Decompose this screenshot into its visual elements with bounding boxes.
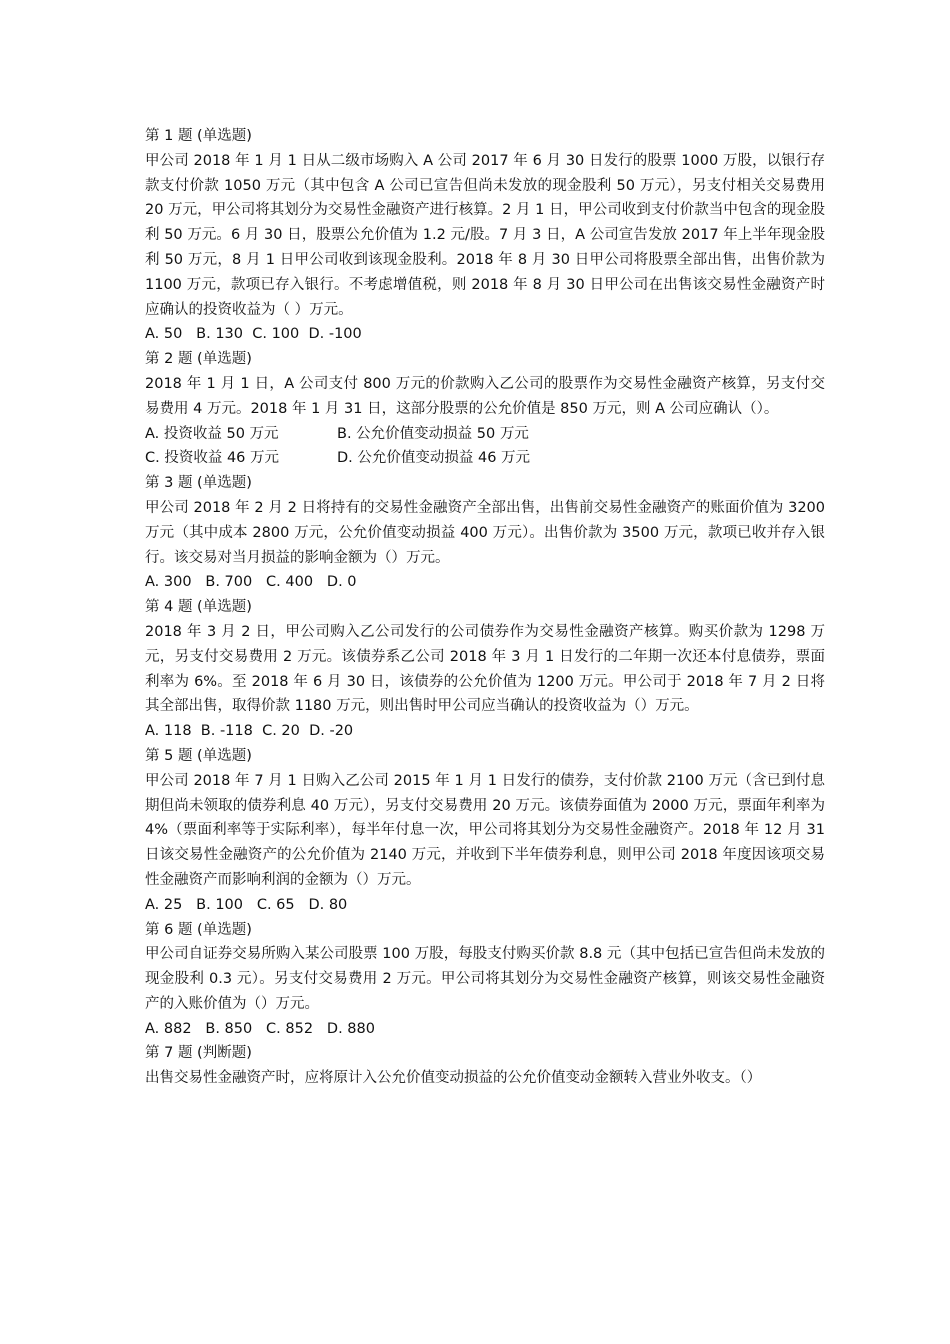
question-7 — [145, 1041, 825, 1091]
question-options — [145, 422, 825, 472]
question-header: 第 3 题 (单选题) — [145, 475, 252, 492]
question-header: 第 5 题 (单选题) — [145, 747, 252, 764]
question-stem: 2018 年 3 月 2 日，甲公司购入乙公司发行的公司债券作为交易性金融资产核算。购买价款为 1298 万元，另支付交易费用 2 万元。该债券系乙公司 2018 年 3 月 1 日发行的二年期一次还本付息债券，票面利率为 6%。至 2018 年 6 月 30 日，该债券的公允价值为 1200 万元。甲公司于 2018 年 7 月 2 日将其全部出售，取得价款 1180 万元，则出售时甲公司应当确认的投资收益为（）万元。 — [145, 623, 825, 715]
option-b: B. 公允价值变动损益 50 万元 — [337, 425, 529, 442]
option-a: A. 投资收益 50 万元 — [145, 425, 279, 442]
question-2 — [145, 347, 825, 471]
question-1 — [145, 124, 825, 347]
question-stem: 甲公司 2018 年 7 月 1 日购入乙公司 2015 年 1 月 1 日发行的债券，支付价款 2100 万元（含已到付息期但尚未领取的债券利息 40 万元），另支付交易费用 20 万元。该债券面值为 2000 万元，票面年利率为 4%（票面利率等于实际利率），每半年付息一次，甲公司将其划分为交易性金融资产。2018 年 12 月 31 日该交易性金融资产的公允价值为 2140 万元，并收到下半年债券利息，则甲公司 2018 年度因该项交易性金融资产而影响利润的金额为（）万元。 — [145, 772, 825, 888]
question-stem: 出售交易性金融资产时，应将原计入公允价值变动损益的公允价值变动金额转入营业外收支。（） — [145, 1070, 762, 1087]
question-header: 第 7 题 (判断题) — [145, 1045, 252, 1062]
question-stem: 甲公司 2018 年 1 月 1 日从二级市场购入 A 公司 2017 年 6 月 30 日发行的股票 1000 万股，以银行存款支付价款 1050 万元（其中包含 A 公司已宣告但尚未发放的现金股利 50 万元），另支付相关交易费用 20 万元，甲公司将其划分为交易性金融资产进行核算。2 月 1 日，甲公司收到支付价款当中包含的现金股利 50 万元。6 月 30 日，股票公允价值为 1.2 元/股。7 月 3 日，A 公司宣告发放 2017 年上半年现金股利 50 万元，8 月 1 日甲公司收到该现金股利。2018 年 8 月 30 日甲公司将股票全部出售，出售价款为 1100 万元，款项已存入银行。不考虑增值税，则 2018 年 8 月 30 日甲公司在出售该交易性金融资产时应确认的投资收益为（ ）万元。 — [145, 152, 825, 318]
question-5 — [145, 744, 825, 918]
option-d: D. 公允价值变动损益 46 万元 — [337, 450, 531, 467]
question-options: A. 300 B. 700 C. 400 D. 0 — [145, 574, 357, 591]
question-stem: 甲公司 2018 年 2 月 2 日将持有的交易性金融资产全部出售，出售前交易性金融资产的账面价值为 3200 万元（其中成本 2800 万元，公允价值变动损益 400 万元）。出售价款为 3500 万元，款项已收并存入银行。该交易对当月损益的影响金额为（）万元。 — [145, 499, 825, 566]
question-options: A. 882 B. 850 C. 852 D. 880 — [145, 1020, 375, 1037]
question-header: 第 6 题 (单选题) — [145, 921, 252, 938]
question-4 — [145, 595, 825, 744]
question-header: 第 4 题 (单选题) — [145, 599, 252, 616]
document-page — [145, 124, 825, 1091]
question-3 — [145, 471, 825, 595]
question-options: A. 50 B. 130 C. 100 D. -100 — [145, 326, 362, 343]
option-c: C. 投资收益 46 万元 — [145, 450, 280, 467]
question-stem: 2018 年 1 月 1 日，A 公司支付 800 万元的价款购入乙公司的股票作为交易性金融资产核算，另支付交易费用 4 万元。2018 年 1 月 31 日，这部分股票的公允价值是 850 万元，则 A 公司应确认（）。 — [145, 375, 825, 417]
question-6 — [145, 918, 825, 1042]
question-options: A. 25 B. 100 C. 65 D. 80 — [145, 896, 348, 913]
question-header: 第 1 题 (单选题) — [145, 128, 252, 144]
question-stem: 甲公司自证券交易所购入某公司股票 100 万股，每股支付购买价款 8.8 元（其中包括已宣告但尚未发放的现金股利 0.3 元）。另支付交易费用 2 万元。甲公司将其划分为交易性金融资产核算，则该交易性金融资产的入账价值为（）万元。 — [145, 946, 825, 1012]
question-header: 第 2 题 (单选题) — [145, 351, 252, 368]
question-options: A. 118 B. -118 C. 20 D. -20 — [145, 723, 354, 740]
